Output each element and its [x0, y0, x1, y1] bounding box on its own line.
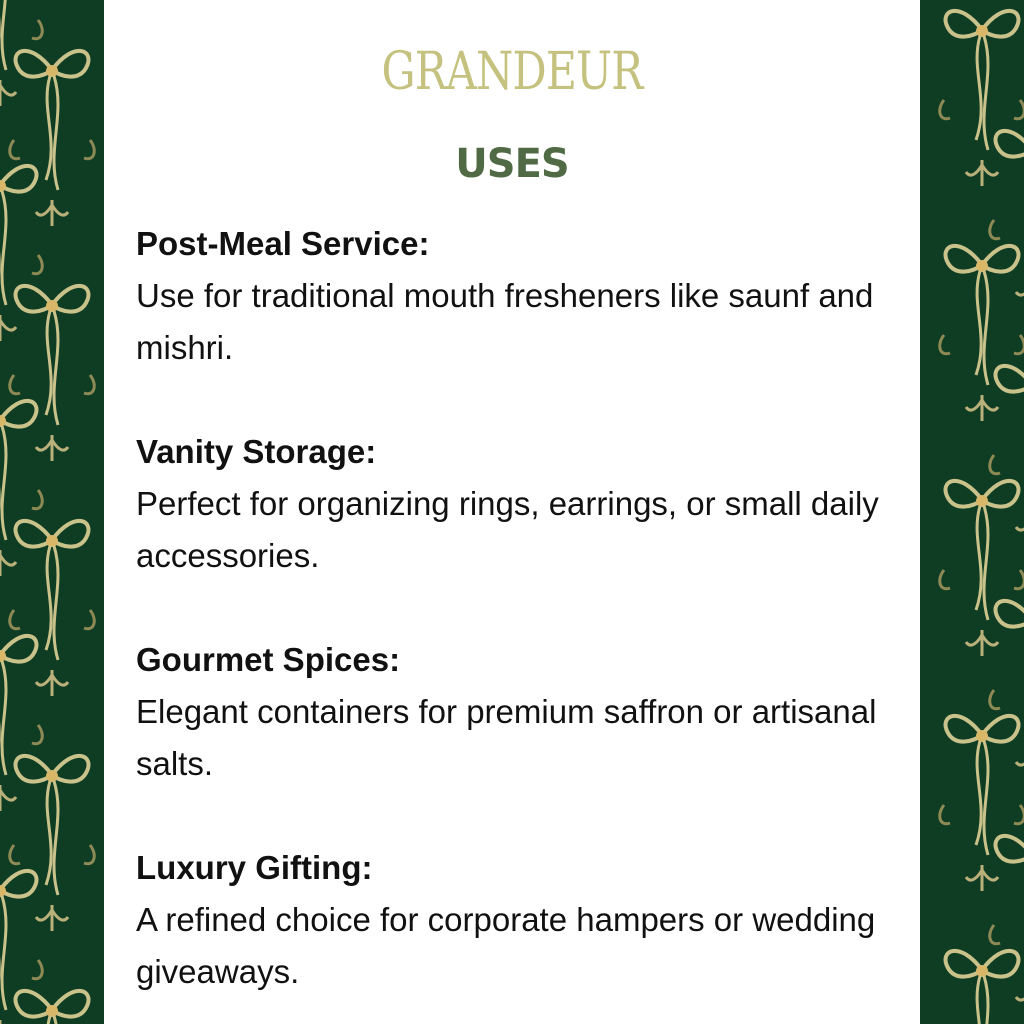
use-description: Perfect for organizing rings, earrings, or small daily accessories. [136, 485, 879, 574]
use-item-vanity-storage [136, 426, 896, 582]
right-decorative-border [920, 0, 1024, 1024]
use-title: Luxury Gifting: [136, 849, 373, 886]
use-description: A refined choice for corporate hampers or wedding giveaways. [136, 901, 876, 990]
use-title: Gourmet Spices: [136, 641, 401, 678]
use-item-luxury-gifting [136, 842, 896, 998]
section-heading: USES [455, 141, 569, 187]
use-description: Elegant containers for premium saffron or artisanal salts. [136, 693, 877, 782]
use-title: Post-Meal Service: [136, 225, 430, 262]
use-title: Vanity Storage: [136, 433, 377, 470]
use-description: Use for traditional mouth fresheners like saunf and mishri. [136, 277, 874, 366]
uses-list [136, 218, 896, 1024]
use-item-post-meal [136, 218, 896, 374]
use-item-gourmet-spices [136, 634, 896, 790]
bow-pattern-right [920, 0, 1024, 1024]
left-decorative-border [0, 0, 104, 1024]
brand-wordmark: GRANDEUR [381, 42, 643, 102]
bow-pattern-left [0, 0, 104, 1024]
content-panel [104, 0, 920, 1024]
